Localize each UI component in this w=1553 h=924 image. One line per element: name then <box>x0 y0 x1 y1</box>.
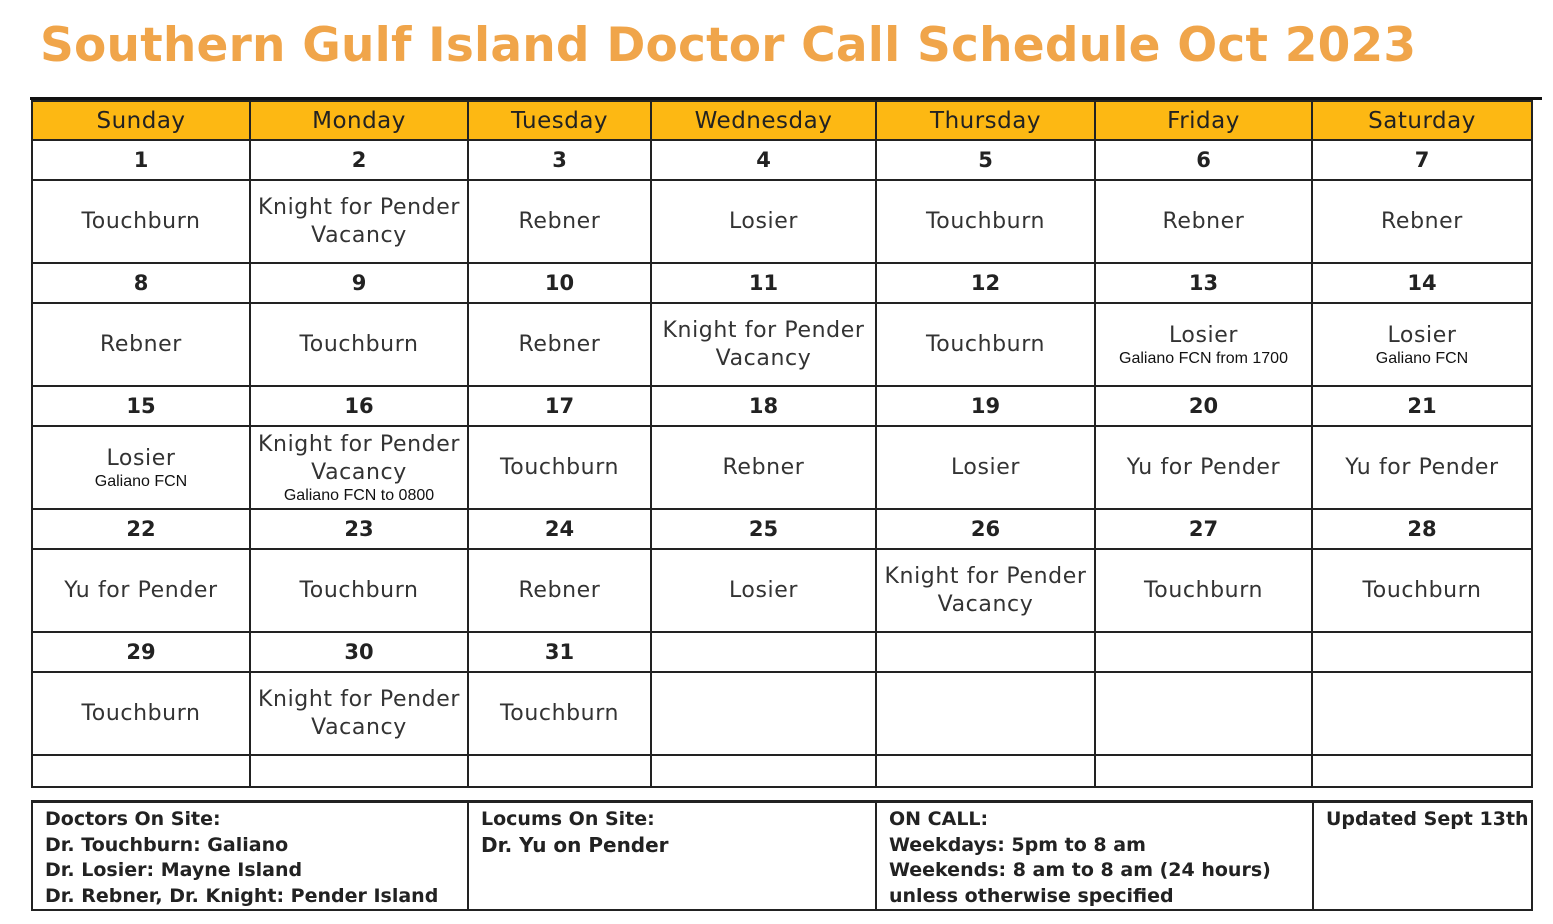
doctor-name: Yu for Pender <box>1345 454 1499 480</box>
day-cell <box>1312 672 1532 755</box>
doctor-name: Losier <box>1387 322 1457 348</box>
page-title: Southern Gulf Island Doctor Call Schedule Oct 2023 <box>40 18 1417 73</box>
day-cell <box>468 180 651 263</box>
day-cell <box>876 549 1095 632</box>
weekday-header: Thursday <box>876 101 1095 140</box>
doctor-name: Rebner <box>100 331 182 357</box>
doctor-name: Knight for Pender Vacancy <box>884 563 1087 617</box>
schedule-row <box>32 549 1532 632</box>
day-cell <box>32 426 250 509</box>
day-cell <box>468 549 651 632</box>
day-number: 25 <box>651 509 876 549</box>
day-number: 24 <box>468 509 651 549</box>
day-cell <box>250 672 468 755</box>
day-number: 17 <box>468 386 651 426</box>
doctor-name: Touchburn <box>81 208 201 234</box>
day-number: 30 <box>250 632 468 672</box>
day-cell <box>876 426 1095 509</box>
weekday-header: Sunday <box>32 101 250 140</box>
weekday-header: Monday <box>250 101 468 140</box>
day-number: 20 <box>1095 386 1312 426</box>
day-cell <box>876 303 1095 386</box>
day-cell <box>651 672 876 755</box>
doctor-name: Losier <box>950 454 1021 480</box>
day-number: 27 <box>1095 509 1312 549</box>
updated-text: Updated Sept 13th <box>1326 808 1529 830</box>
day-cell <box>651 549 876 632</box>
day-number: 6 <box>1095 140 1312 180</box>
day-cell <box>250 426 468 509</box>
day-cell <box>1312 426 1532 509</box>
day-cell <box>1095 549 1312 632</box>
doctors-on-site <box>32 802 468 911</box>
cell-note: Galiano FCN <box>1375 349 1469 367</box>
day-cell <box>32 303 250 386</box>
day-number: 8 <box>32 263 250 303</box>
cell-note: Galiano FCN from 1700 <box>1119 349 1288 367</box>
locums-on-site <box>468 802 876 911</box>
empty-cell <box>876 755 1095 787</box>
schedule-row <box>32 180 1532 263</box>
empty-cell <box>1095 755 1312 787</box>
doctor-name: Rebner <box>1162 208 1245 234</box>
day-number: 19 <box>876 386 1095 426</box>
day-number: 3 <box>468 140 651 180</box>
schedule-row <box>32 672 1532 755</box>
day-number: 14 <box>1312 263 1532 303</box>
day-number: 4 <box>651 140 876 180</box>
doctor-name: Touchburn <box>299 577 419 603</box>
doctor-name: Knight for Pender Vacancy <box>258 431 460 485</box>
doctor-name: Rebner <box>518 331 601 357</box>
day-cell <box>32 180 250 263</box>
empty-cell <box>468 755 651 787</box>
day-number-row <box>32 263 1532 303</box>
day-number: 13 <box>1095 263 1312 303</box>
doctor-name: Yu for Pender <box>64 577 218 603</box>
day-number: 7 <box>1312 140 1532 180</box>
empty-cell <box>1312 755 1532 787</box>
day-number: 18 <box>651 386 876 426</box>
day-number: 9 <box>250 263 468 303</box>
day-number: 22 <box>32 509 250 549</box>
day-cell <box>250 180 468 263</box>
doctor-name: Knight for Pender Vacancy <box>258 686 460 740</box>
doctor-name: Touchburn <box>925 331 1046 357</box>
doctor-name: Rebner <box>518 577 601 603</box>
doctor-line: Dr. Losier: Mayne Island <box>45 859 303 881</box>
day-cell <box>876 672 1095 755</box>
day-cell <box>250 549 468 632</box>
day-number: 5 <box>876 140 1095 180</box>
day-number: 2 <box>250 140 468 180</box>
on-call-line: Weekdays: 5pm to 8 am <box>889 833 1146 856</box>
doctor-name: Yu for Pender <box>1126 454 1281 480</box>
doctor-name: Knight for Pender Vacancy <box>662 317 865 371</box>
day-number: 12 <box>876 263 1095 303</box>
day-cell <box>32 549 250 632</box>
doctor-name: Touchburn <box>1143 577 1264 603</box>
on-call-line: Weekends: 8 am to 8 am (24 hours) <box>889 859 1271 881</box>
day-number: 26 <box>876 509 1095 549</box>
day-cell <box>876 180 1095 263</box>
empty-cell <box>651 755 876 787</box>
day-number: 16 <box>250 386 468 426</box>
day-cell <box>1312 549 1532 632</box>
on-call-info <box>876 802 1313 911</box>
doctor-name: Rebner <box>1381 208 1463 234</box>
doctor-line: Dr. Rebner, Dr. Knight: Pender Island <box>45 884 439 907</box>
locums-heading: Locums On Site: <box>481 808 655 830</box>
doctor-name: Rebner <box>722 454 805 480</box>
calendar-grid <box>31 100 1533 788</box>
day-number <box>876 632 1095 672</box>
day-cell <box>1095 672 1312 755</box>
doctors-heading: Doctors On Site: <box>45 808 221 830</box>
doctor-name: Touchburn <box>299 331 419 357</box>
day-number: 15 <box>32 386 250 426</box>
weekday-header: Tuesday <box>468 101 651 140</box>
updated-note <box>1313 802 1532 911</box>
cell-note: Galiano FCN <box>94 472 188 490</box>
day-cell <box>1095 426 1312 509</box>
day-number-row <box>32 386 1532 426</box>
doctor-name: Touchburn <box>81 700 201 726</box>
day-cell <box>1312 180 1532 263</box>
day-number: 31 <box>468 632 651 672</box>
doctor-name: Touchburn <box>925 208 1046 234</box>
on-call-line: unless otherwise specified <box>889 884 1174 907</box>
doctor-name: Touchburn <box>1362 577 1482 603</box>
day-cell <box>1095 303 1312 386</box>
day-number <box>1095 632 1312 672</box>
day-number-row <box>32 632 1532 672</box>
weekday-header: Wednesday <box>651 101 876 140</box>
day-number: 21 <box>1312 386 1532 426</box>
doctor-name: Losier <box>1168 322 1239 348</box>
day-number: 28 <box>1312 509 1532 549</box>
day-cell <box>651 180 876 263</box>
locum-line: Dr. Yu on Pender <box>481 832 669 857</box>
day-cell <box>1312 303 1532 386</box>
day-cell <box>250 303 468 386</box>
day-number-row <box>32 509 1532 549</box>
day-cell <box>468 426 651 509</box>
day-number: 29 <box>32 632 250 672</box>
day-number: 1 <box>32 140 250 180</box>
empty-cell <box>250 755 468 787</box>
day-cell <box>32 672 250 755</box>
footer-info <box>31 800 1533 911</box>
day-cell <box>1095 180 1312 263</box>
day-number <box>1312 632 1532 672</box>
doctor-name: Losier <box>106 445 176 471</box>
schedule-row <box>32 426 1532 509</box>
day-number: 10 <box>468 263 651 303</box>
day-number: 11 <box>651 263 876 303</box>
doctor-name: Rebner <box>518 208 601 234</box>
day-number: 23 <box>250 509 468 549</box>
day-cell <box>468 672 651 755</box>
cell-note: Galiano FCN to 0800 <box>283 486 435 504</box>
on-call-heading: ON CALL: <box>889 808 989 830</box>
doctor-name: Losier <box>728 577 799 603</box>
doctor-name: Touchburn <box>499 700 620 726</box>
doctor-name: Losier <box>728 208 799 234</box>
spacer-row <box>32 755 1532 787</box>
calendar-body <box>32 101 1532 787</box>
weekday-header: Saturday <box>1312 101 1532 140</box>
day-cell <box>651 426 876 509</box>
day-cell <box>468 303 651 386</box>
doctor-line: Dr. Touchburn: Galiano <box>45 833 289 856</box>
weekday-header: Friday <box>1095 101 1312 140</box>
schedule-row <box>32 303 1532 386</box>
day-number <box>651 632 876 672</box>
day-number-row <box>32 140 1532 180</box>
weekday-header-row <box>32 101 1532 140</box>
doctor-name: Knight for Pender Vacancy <box>258 194 460 248</box>
doctor-name: Touchburn <box>499 454 620 480</box>
empty-cell <box>32 755 250 787</box>
day-cell <box>651 303 876 386</box>
